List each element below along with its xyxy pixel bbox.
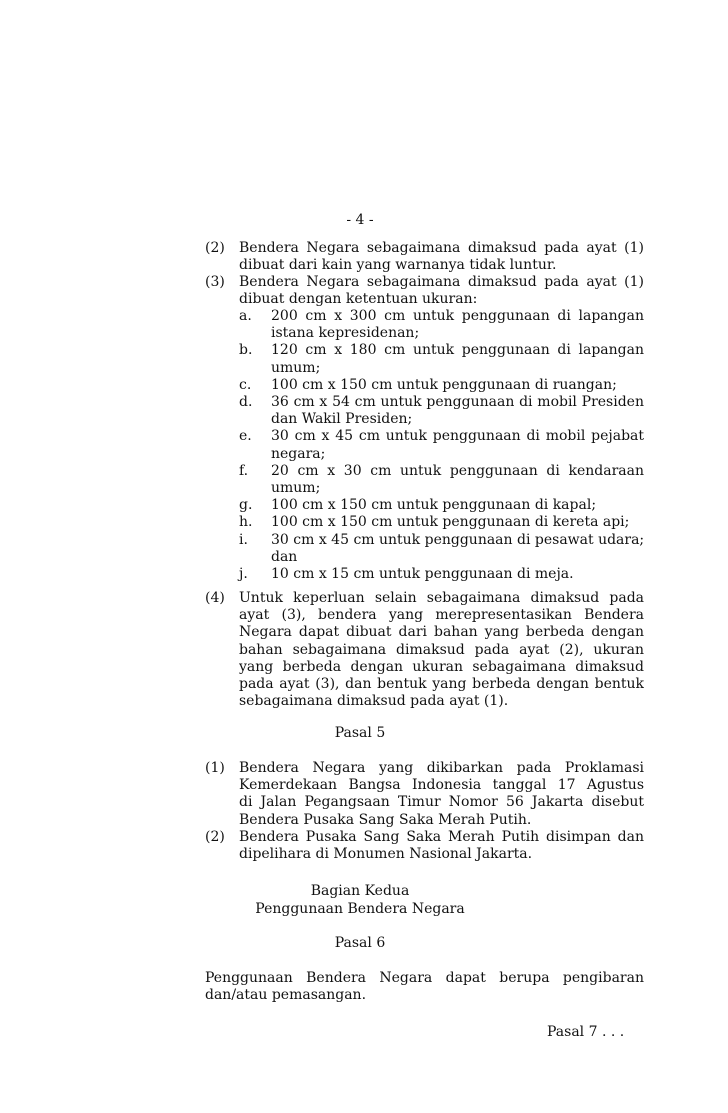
list-item — [239, 428, 644, 462]
list-item — [239, 497, 644, 514]
list-item — [239, 566, 644, 583]
list-item-line: istana kepresidenan; — [271, 325, 420, 342]
pasal-5-line: Kemerdekaan Bangsa Indonesia tanggal 17 Agustus — [239, 777, 644, 794]
list-item-letter: i. — [239, 531, 248, 548]
pasal-6-text — [205, 970, 644, 1004]
pasal-6-title: Pasal 6 — [334, 935, 386, 951]
list-item-letter: d. — [239, 393, 253, 410]
pasal-5-line: Bendera Negara yang dikibarkan pada Proklamasi — [239, 760, 644, 776]
list-item-letter: a. — [239, 308, 252, 324]
list-item-line: 120 cm x 180 cm untuk penggunaan di lapangan — [271, 342, 644, 359]
list-item-line: 10 cm x 15 cm untuk penggunaan di meja. — [271, 565, 574, 582]
list-item-line: 30 cm x 45 cm untuk penggunaan di mobil pejabat — [271, 428, 644, 445]
list-item-letter: g. — [239, 497, 253, 514]
list-item-letter: b. — [239, 342, 253, 359]
ayat-4-line: bahan sebagaimana dimaksud pada ayat (2), ukuran — [239, 641, 644, 658]
pasal-5-line: di Jalan Pegangsaan Timur Nomor 56 Jakarta disebut — [239, 794, 644, 811]
ayat-4-line: ayat (3), bendera yang merepresentasikan Bendera — [239, 607, 644, 624]
list-item-letter: f. — [239, 462, 249, 479]
list-item-line: dan Wakil Presiden; — [271, 411, 413, 428]
ayat-2-text — [239, 240, 644, 274]
pasal-5-line: Bendera Pusaka Sang Saka Merah Putih disimpan dan — [239, 829, 644, 845]
pasal-6-line: Penggunaan Bendera Negara dapat berupa pengibaran — [205, 970, 644, 986]
bagian-subtitle: Penggunaan Bendera Negara — [255, 901, 465, 917]
ayat-4-line: Negara dapat dibuat dari bahan yang berbeda dengan — [239, 624, 644, 641]
ayat-4-text — [239, 590, 644, 710]
bagian-title: Bagian Kedua — [310, 883, 410, 899]
list-item-line: negara; — [271, 445, 326, 462]
list-item-line: 20 cm x 30 cm untuk penggunaan di kendaraan — [271, 462, 644, 479]
list-item-line: 30 cm x 45 cm untuk penggunaan di pesawat udara; — [271, 531, 645, 548]
ayat-number: (2) — [205, 829, 225, 845]
ayat-4-line: Untuk keperluan selain sebagaimana dimaksud pada — [239, 590, 644, 606]
ayat-4-line: pada ayat (3), dan bentuk yang berbeda dengan bentuk — [239, 675, 644, 692]
next-page-reference: Pasal 7 . . . — [547, 1024, 625, 1040]
list-item — [239, 377, 644, 394]
pasal-6-line: dan/atau pemasangan. — [205, 987, 367, 1004]
list-item — [239, 532, 644, 566]
list-item-line: 100 cm x 150 cm untuk penggunaan di kapal; — [271, 497, 597, 514]
list-item — [239, 394, 644, 428]
ayat-number: (4) — [205, 590, 225, 606]
ayat-4-line: yang berbeda dengan ukuran sebagaimana dimaksud — [239, 658, 644, 675]
list-item-line: umum; — [271, 479, 321, 496]
pasal-5-ayat-2-text — [239, 829, 644, 863]
ayat-2-line: Bendera Negara sebagaimana dimaksud pada ayat (1) — [239, 240, 644, 256]
ayat-4-line: sebagaimana dimaksud pada ayat (1). — [239, 693, 509, 710]
list-item-letter: j. — [239, 565, 248, 582]
ayat-number: (2) — [205, 240, 225, 256]
list-item — [239, 463, 644, 497]
ayat-3-text — [239, 274, 644, 308]
ukuran-list — [239, 308, 644, 583]
list-item — [239, 514, 644, 531]
ayat-3-line: dibuat dengan ketentuan ukuran: — [239, 291, 478, 308]
ayat-2-line: dibuat dari kain yang warnanya tidak luntur. — [239, 257, 557, 274]
list-item-line: 200 cm x 300 cm untuk penggunaan di lapangan — [271, 308, 644, 324]
list-item — [239, 342, 644, 376]
pasal-5-line: dipelihara di Monumen Nasional Jakarta. — [239, 846, 533, 863]
list-item-line: dan — [271, 548, 298, 565]
list-item-letter: h. — [239, 514, 253, 531]
list-item-letter: e. — [239, 428, 252, 445]
list-item-line: 100 cm x 150 cm untuk penggunaan di kereta api; — [271, 514, 630, 531]
pasal-5-ayat-1-text — [239, 760, 644, 829]
page-number: - 4 - — [346, 212, 374, 228]
list-item-line: umum; — [271, 359, 321, 376]
pasal-5-title: Pasal 5 — [334, 725, 386, 741]
list-item — [239, 308, 644, 342]
pasal-5-line: Bendera Pusaka Sang Saka Merah Putih. — [239, 811, 532, 828]
list-item-line: 36 cm x 54 cm untuk penggunaan di mobil Presiden — [271, 393, 644, 410]
ayat-number: (1) — [205, 760, 225, 776]
ayat-3-line: Bendera Negara sebagaimana dimaksud pada ayat (1) — [239, 274, 644, 290]
list-item-line: 100 cm x 150 cm untuk penggunaan di ruangan; — [271, 376, 617, 393]
ayat-number: (3) — [205, 274, 225, 290]
list-item-letter: c. — [239, 376, 252, 393]
